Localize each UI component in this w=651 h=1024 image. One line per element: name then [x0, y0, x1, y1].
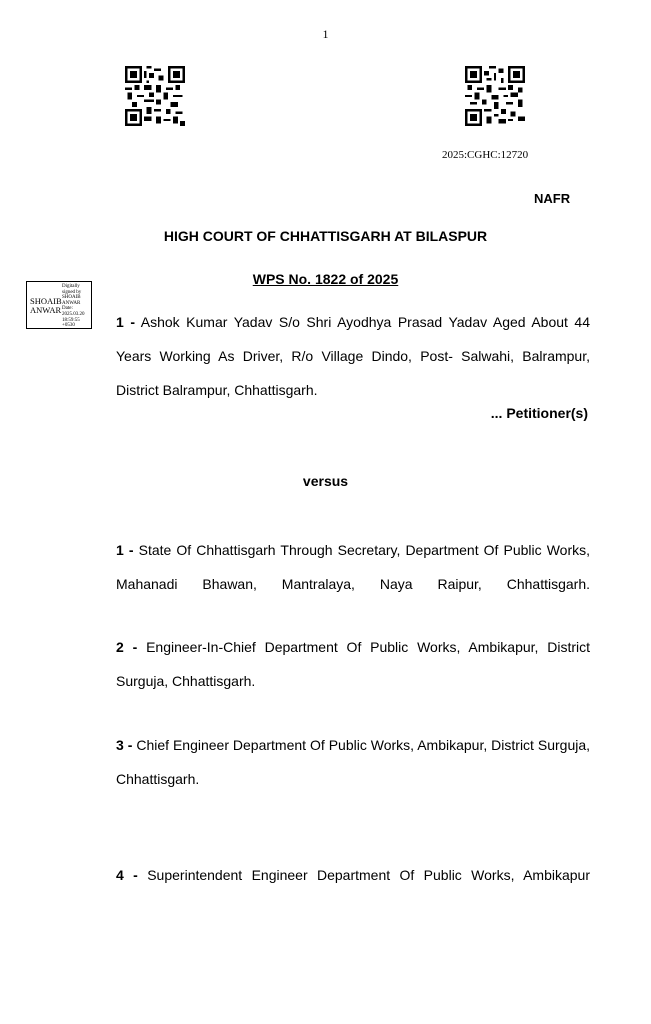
qr-code-left [125, 66, 185, 126]
respondent-number: 1 - [116, 542, 134, 558]
petitioner-entry [116, 305, 590, 407]
respondent-text: State Of Chhattisgarh Through Secretary, Department Of Public Works, Mahanadi Bhawan, Mantralaya, Naya Raipur, Chhattisgarh. [116, 542, 591, 592]
nafr-marker: NAFR [534, 191, 571, 206]
respondent-number: 2 - [116, 639, 138, 655]
respondent-entry [116, 630, 590, 698]
signature-details: Digitally signed by SHOAIB ANWAR Date: 2025.03.20 18:59:55 +0530 [62, 284, 85, 329]
respondent-entry [116, 533, 590, 601]
qr-code-right [465, 66, 525, 126]
respondent-number: 4 - [116, 867, 138, 883]
digital-signature-stamp [26, 281, 92, 329]
petitioner-text: Ashok Kumar Yadav S/o Shri Ayodhya Prasad Yadav Aged About 44 Years Working As Driver, R/o Village Dindo, Post- Salwahi, Balrampur, District Balrampur, Chhattisgarh. [116, 314, 591, 398]
respondent-text: Chief Engineer Department Of Public Works, Ambikapur, District Surguja, Chhattisgarh. [116, 737, 591, 787]
respondent-entry [116, 728, 590, 796]
respondent-text: Superintendent Engineer Department Of Public Works, Ambikapur [147, 867, 591, 883]
page-number: 1 [322, 27, 329, 41]
versus-label: versus [302, 473, 349, 489]
respondent-text: Engineer-In-Chief Department Of Public Works, Ambikapur, District Surguja, Chhattisgarh. [116, 639, 591, 689]
respondent-number: 3 - [116, 737, 133, 753]
case-number: WPS No. 1822 of 2025 [252, 271, 399, 287]
petitioner-role: ... Petitioner(s) [490, 405, 588, 421]
neutral-citation: 2025:CGHC:12720 [442, 149, 529, 161]
court-title: HIGH COURT OF CHHATTISGARH AT BILASPUR [163, 228, 488, 244]
petitioner-number: 1 - [116, 314, 135, 330]
signature-name: SHOAIB ANWAR [30, 296, 62, 315]
respondent-entry [116, 858, 590, 892]
